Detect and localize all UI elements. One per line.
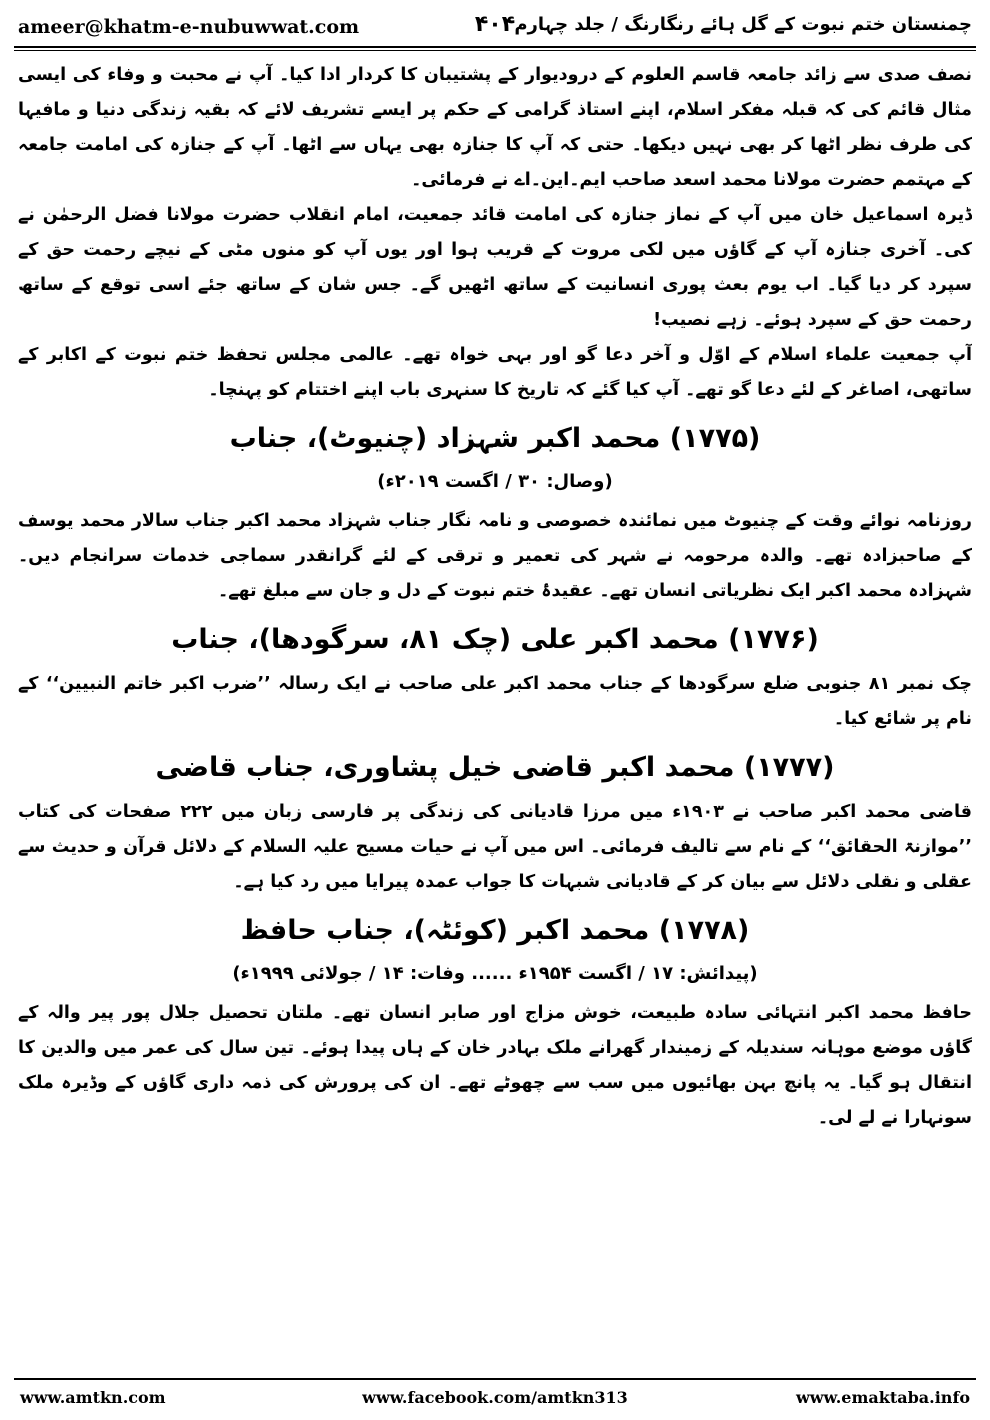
page-footer — [14, 1386, 976, 1410]
footer-link-emaktaba[interactable]: www.emaktaba.info — [796, 1388, 970, 1407]
paragraph: قاضی محمد اکبر صاحب نے ۱۹۰۳ء میں مرزا قادیانی کی زندگی پر فارسی زبان میں ۲۲۲ صفحات کی کتاب ’’موازنۃ الحقائق‘‘ کے نام سے تالیف فرمائی۔ اس میں آپ نے حیات مسیح علیہ السلام کے دلائل قرآن و حدیث سے عقلی و نقلی دلائل سے بیان کر کے قادیانی شبہات کا جواب عمدہ پیرایا میں رد کیا ہے۔ — [18, 802, 972, 892]
header-email: ameer@khatm-e-nubuwwat.com — [18, 16, 360, 38]
footer-rule — [14, 1378, 976, 1380]
page-header — [14, 8, 976, 44]
paragraph: حافظ محمد اکبر انتہائی سادہ طبیعت، خوش مزاج اور صابر انسان تھے۔ ملتان تحصیل جلال پور پیر والہ کے گاؤں موضع موہانہ سندیلہ کے زمیندار گھرانے ملک بہادر خان کے ہاں پیدا ہوئے۔ تین سال کی عمر میں والدین کا انتقال ہو گیا۔ یہ پانچ بہن بھائیوں میں سب سے چھوٹے تھے۔ ان کی پرورش کی ذمہ داری گاؤں کے وڈیرہ ملک سونہارا نے لے لی۔ — [18, 1003, 972, 1128]
footer-link-website[interactable]: www.amtkn.com — [20, 1388, 166, 1407]
footer-link-facebook[interactable]: www.facebook.com/amtkn313 — [362, 1388, 628, 1407]
section-heading: (۱۷۷۸) محمد اکبر (کوئٹہ)، جناب حافظ — [240, 915, 750, 946]
page-number: ۴۰۴ — [474, 12, 516, 37]
paragraph: چک نمبر ۸۱ جنوبی ضلع سرگودھا کے جناب محمد اکبر علی صاحب نے ایک رسالہ ’’ضرب اکبر خاتم النبیین‘‘ کے نام پر شائع کیا۔ — [18, 674, 972, 729]
book-title: چمنستان ختم نبوت کے گل ہائے رنگارنگ / جلد چہارم — [514, 14, 972, 35]
paragraph: نصف صدی سے زائد جامعہ قاسم العلوم کے درودیوار کے پشتیبان کا کردار ادا کیا۔ آپ نے محبت و وفاء کی ایسی مثال قائم کی کہ قبلہ مفکر اسلام، اپنے استاذ گرامی کے حکم پر ایسے تشریف لائے کہ بقیہ زندگی دنیا و مافیہا کی طرف نظر اٹھا کر بھی نہیں دیکھا۔ حتی کہ آپ کا جنازہ بھی یہاں سے اٹھا۔ آپ کے جنازہ کی امامت جامعہ کے مہتمم حضرت مولانا محمد اسعد صاحب ایم۔این۔اے نے فرمائی۔ — [18, 65, 972, 190]
header-rule — [14, 46, 976, 48]
section-heading: (۱۷۷۷) محمد اکبر قاضی خیل پشاوری، جناب قاضی — [155, 752, 835, 783]
paragraph: ڈیرہ اسماعیل خان میں آپ کے نماز جنازہ کی امامت قائد جمعیت، امام انقلاب حضرت مولانا فضل الرحمٰن نے کی۔ آخری جنازہ آپ کے گاؤں میں لکی مروت کے قریب ہوا اور یوں آپ کو منوں مٹی کے نیچے رحمت حق کے سپرد کر دیا گیا۔ اب یوم بعث پوری انسانیت کے ساتھ اٹھیں گے۔ جس شان کے ساتھ جئے اسی توقع کے ساتھ رحمت حق کے سپرد ہوئے۔ زہے نصیب! — [18, 205, 972, 330]
paragraph: آپ جمعیت علماء اسلام کے اوّل و آخر دعا گو اور بہی خواہ تھے۔ عالمی مجلس تحفظ ختم نبوت کے اکابر کے ساتھی، اصاغر کے لئے دعا گو تھے۔ آپ کیا گئے کہ تاریخ کا سنہری باب اپنے اختتام کو پہنچا۔ — [18, 345, 972, 400]
page-body — [18, 58, 972, 1370]
header-rule-thin — [14, 50, 976, 51]
section-dates: (پیدائش: ۱۷ / اگست ۱۹۵۴ء ...... وفات: ۱۴ / جولائی ۱۹۹۹ء) — [232, 963, 758, 984]
section-heading: (۱۷۷۵) محمد اکبر شہزاد (چنیوٹ)، جناب — [229, 423, 761, 454]
section-dates: (وصال: ۳۰ / اگست ۲۰۱۹ء) — [377, 471, 613, 492]
section-heading: (۱۷۷۶) محمد اکبر علی (چک ۸۱، سرگودھا)، جناب — [171, 624, 819, 655]
paragraph: روزنامہ نوائے وقت کے چنیوٹ میں نمائندہ خصوصی و نامہ نگار جناب شہزاد محمد اکبر جناب سالار محمد یوسف کے صاحبزادہ تھے۔ والدہ مرحومہ نے شہر کی تعمیر و ترقی کے لئے گرانقدر سماجی خدمات سرانجام دیں۔ شہزادہ محمد اکبر ایک نظریاتی انسان تھے۔ عقیدۂ ختم نبوت کے دل و جان سے مبلغ تھے۔ — [18, 511, 972, 601]
